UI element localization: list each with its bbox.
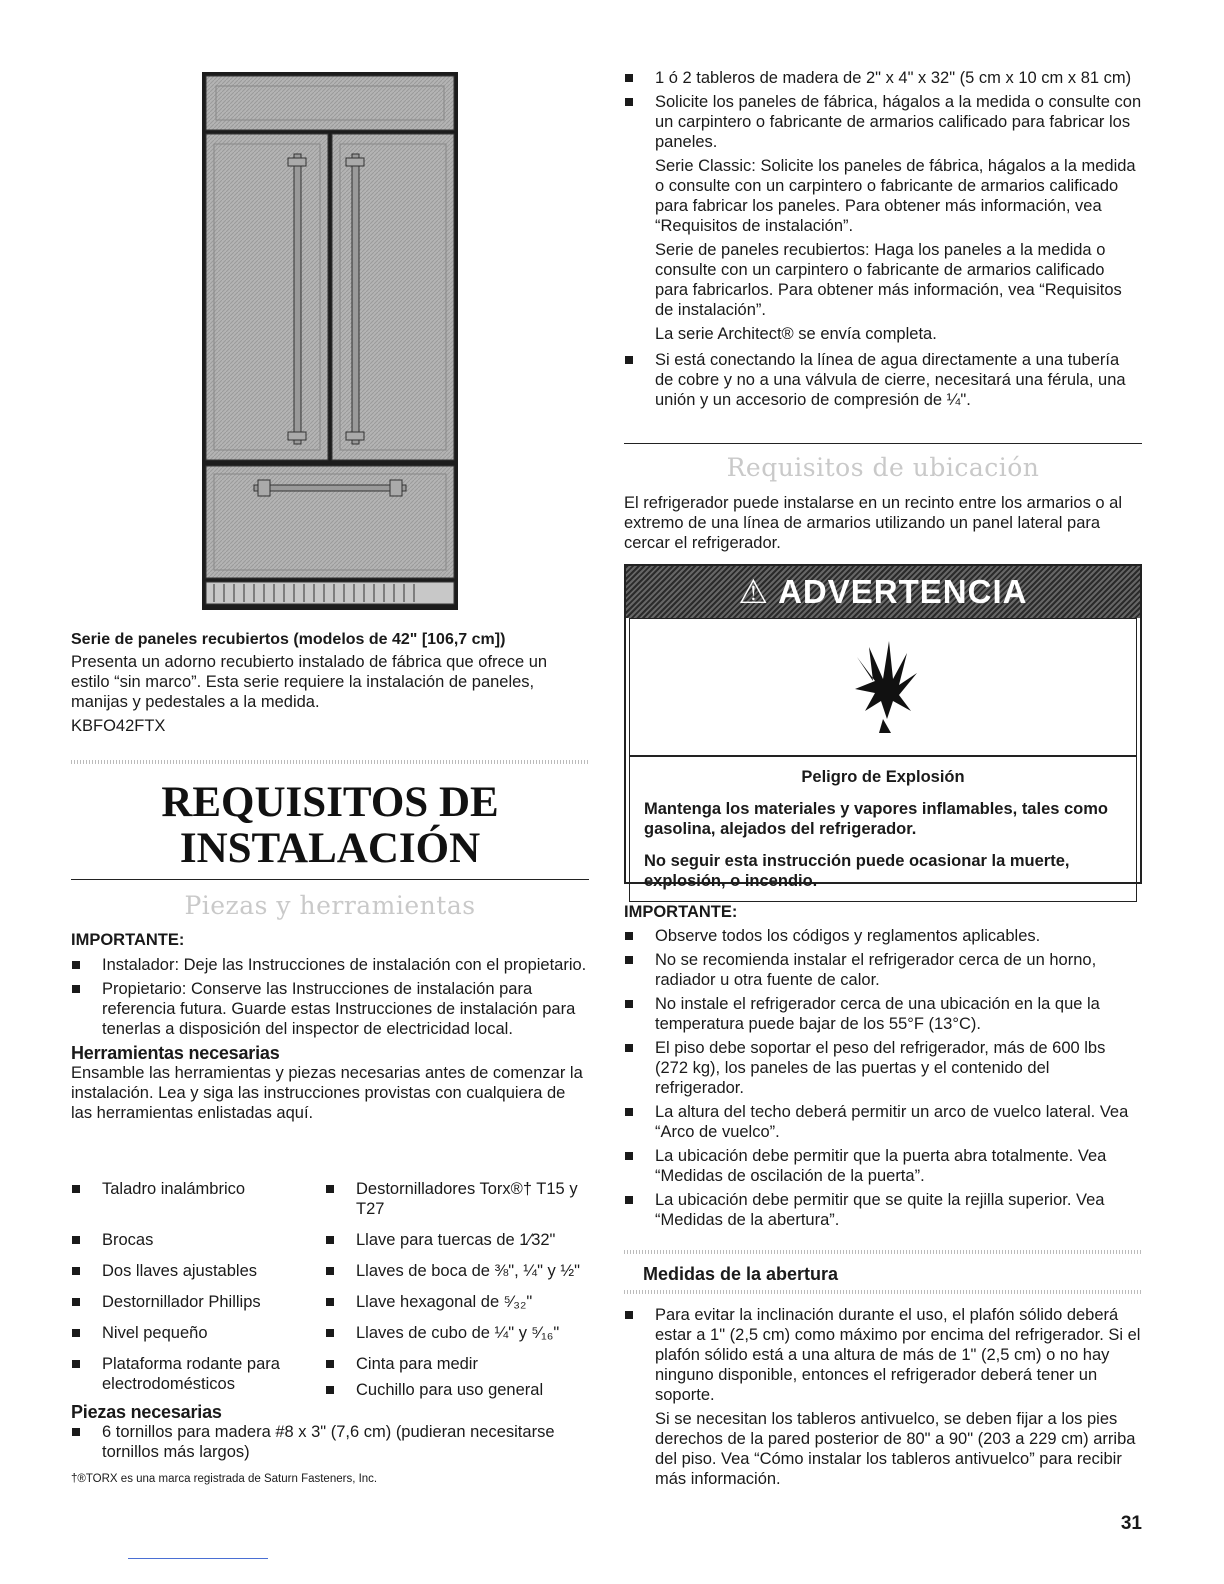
water-list xyxy=(624,350,1142,410)
tool-item: Taladro inalámbrico xyxy=(71,1179,325,1219)
tools-list xyxy=(71,1179,589,1400)
location-rule xyxy=(624,443,1142,444)
tool-item: Plataforma rodante para electrodomésticos xyxy=(71,1354,292,1400)
list-item: Propietario: Conserve las Instrucciones de instalación para referencia futura. Guarde estas Instrucciones de instalación para tenerlas a disposición del inspector de electricidad local. xyxy=(71,979,589,1039)
list-item: Solicite los paneles de fábrica, hágalos a la medida o consulte con un carpintero o fabricante de armarios calificado para fabricar los paneles. xyxy=(624,92,1142,152)
section-divider xyxy=(71,760,589,764)
list-item: No instale el refrigerador cerca de una ubicación en la que la temperatura puede bajar de los 55°F (13°C). xyxy=(624,994,1142,1034)
series-heading: Serie de paneles recubiertos (modelos de 42" [106,7 cm]) xyxy=(71,631,506,648)
location-title: Requisitos de ubicación xyxy=(726,453,1040,482)
opening-divider-bottom xyxy=(624,1290,1142,1294)
left-important-section xyxy=(71,930,589,1123)
page-number: 31 xyxy=(1120,1513,1142,1534)
warning-subtitle: Peligro de Explosión xyxy=(801,768,965,786)
model-number: KBFO42FTX xyxy=(71,717,166,735)
tool-item: Llaves de cubo de ¼" y ⁵⁄₁₆" xyxy=(325,1323,589,1343)
opening-heading: Medidas de la abertura xyxy=(643,1264,839,1284)
tool-item: Nivel pequeño xyxy=(71,1323,325,1343)
main-title-line2: INSTALACIÓN xyxy=(179,825,481,872)
tool-item: Destornillador Phillips xyxy=(71,1292,325,1312)
overlay-note: Serie de paneles recubiertos: Haga los paneles a la medida o consulte con un carpintero o fabricante de armarios calificado para fabricarlos. Para obtener más información, vea “Requisitos de instalación”. xyxy=(655,241,1122,319)
main-title xyxy=(71,780,589,872)
tool-item: Llave para tuercas de 1⁄32" xyxy=(325,1230,589,1250)
tool-item: Dos llaves ajustables xyxy=(71,1261,325,1281)
footnote: †®TORX es una marca registrada de Saturn Fasteners, Inc. xyxy=(71,1473,378,1485)
tools-heading: Herramientas necesarias xyxy=(71,1043,280,1063)
warning-box xyxy=(624,564,1142,890)
list-item: La altura del techo deberá permitir un arco de vuelco lateral. Vea “Arco de vuelco”. xyxy=(624,1102,1142,1142)
architect-note: La serie Architect® se envía completa. xyxy=(655,325,937,343)
opening-divider-top xyxy=(624,1250,1142,1254)
right-important-list xyxy=(624,926,1142,1230)
list-item: Observe todos los códigos y reglamentos aplicables. xyxy=(624,926,1142,946)
tool-item: Destornilladores Torx®† T15 y T27 xyxy=(325,1179,589,1219)
warning-triangle-icon: ⚠ xyxy=(738,573,770,610)
parts-list xyxy=(71,1422,589,1462)
important-label: IMPORTANTE: xyxy=(71,931,185,949)
right-important-section xyxy=(624,902,1142,1234)
list-item: La ubicación debe permitir que se quite la rejilla superior. Vea “Medidas de la abertura”. xyxy=(624,1190,1142,1230)
location-description: El refrigerador puede instalarse en un recinto entre los armarios o al extremo de una línea de armarios utilizando un panel lateral para cercar el refrigerador. xyxy=(624,494,1123,552)
warning-body xyxy=(629,618,1137,902)
tool-item: Llaves de boca de ⅜", ¼" y ½" xyxy=(325,1261,589,1281)
warning-title: ADVERTENCIA xyxy=(778,573,1028,610)
tool-item: Brocas xyxy=(71,1230,325,1250)
list-item: Instalador: Deje las Instrucciones de instalación con el propietario. xyxy=(71,955,589,975)
overlay-series-section xyxy=(71,630,589,736)
refrigerator-illustration xyxy=(202,72,458,610)
list-item: La ubicación debe permitir que la puerta abra totalmente. Vea “Medidas de oscilación de la puerta”. xyxy=(624,1146,1142,1186)
tools-intro: Ensamble las herramientas y piezas necesarias antes de comenzar la instalación. Lea y siga las instrucciones provistas con cualquiera de las herramientas enlistadas aquí. xyxy=(71,1064,583,1122)
list-item: 1 ó 2 tableros de madera de 2" x 4" x 32" (5 cm x 10 cm x 81 cm) xyxy=(624,68,1142,88)
materials-list xyxy=(624,68,1142,152)
tool-item: Cinta para medir xyxy=(325,1354,589,1374)
list-item: Para evitar la inclinación durante el uso, el plafón sólido deberá estar a 1" (2,5 cm) como máximo por encima del refrigerador. Si el plafón sólido está a una altura de más de 1" (2,5 cm) o no hay ninguno disponible, entonces el refrigerador deberá tener un soporte. xyxy=(624,1305,1142,1405)
right-top-section xyxy=(624,68,1142,414)
warning-line2: No seguir esta instrucción puede ocasionar la muerte, explosión, o incendio. xyxy=(644,852,1070,890)
tool-item-pair xyxy=(325,1354,589,1400)
opening-section xyxy=(624,1305,1142,1489)
opening-list xyxy=(624,1305,1142,1405)
main-title-line1: REQUISITOS DE xyxy=(161,779,499,826)
tool-item: Cuchillo para uso general xyxy=(325,1380,589,1400)
left-important-list xyxy=(71,955,589,1039)
warning-line1: Mantenga los materiales y vapores inflamables, tales como gasolina, alejados del refrigerador. xyxy=(644,800,1109,838)
parts-section xyxy=(71,1402,589,1486)
bottom-link-line xyxy=(128,1558,268,1559)
tool-item: Llave hexagonal de ⁵⁄₃₂" xyxy=(325,1292,589,1312)
list-item: 6 tornillos para madera #8 x 3" (7,6 cm) (pudieran necesitarse tornillos más largos) xyxy=(71,1422,589,1462)
list-item: No se recomienda instalar el refrigerador cerca de un horno, radiador u otra fuente de calor. xyxy=(624,950,1142,990)
classic-note: Serie Classic: Solicite los paneles de fábrica, hágalos a la medida o consulte con un carpintero o fabricante de armarios calificado para fabricar los paneles. Para obtener más información, vea “Requisitos de instalación”. xyxy=(655,157,1136,235)
important-label: IMPORTANTE: xyxy=(624,903,738,921)
list-item: El piso debe soportar el peso del refrigerador, más de 600 lbs (272 kg), los paneles de las puertas y el contenido del refrigerador. xyxy=(624,1038,1142,1098)
title-rule xyxy=(71,879,589,880)
warning-header xyxy=(626,566,1140,618)
list-item: Si está conectando la línea de agua directamente a una tubería de cobre y no a una válvula de cierre, necesitará una férula, una unión y un accesorio de compresión de ¼". xyxy=(624,350,1142,410)
warning-text xyxy=(630,757,1136,901)
series-description: Presenta un adorno recubierto instalado de fábrica que ofrece un estilo “sin marco”. Esta serie requiere la instalación de paneles, manijas y pedestales a la medida. xyxy=(71,653,548,711)
parts-tools-title: Piezas y herramientas xyxy=(184,891,476,920)
parts-heading: Piezas necesarias xyxy=(71,1402,222,1422)
explosion-icon xyxy=(630,619,1136,757)
opening-note: Si se necesitan los tableros antivuelco, se deben fijar a los pies derechos de la pared posterior de 80" a 90" (203 a 229 cm) arriba del piso. Vea “Cómo instalar los tableros antivuelco” para recibir más información. xyxy=(655,1410,1136,1488)
